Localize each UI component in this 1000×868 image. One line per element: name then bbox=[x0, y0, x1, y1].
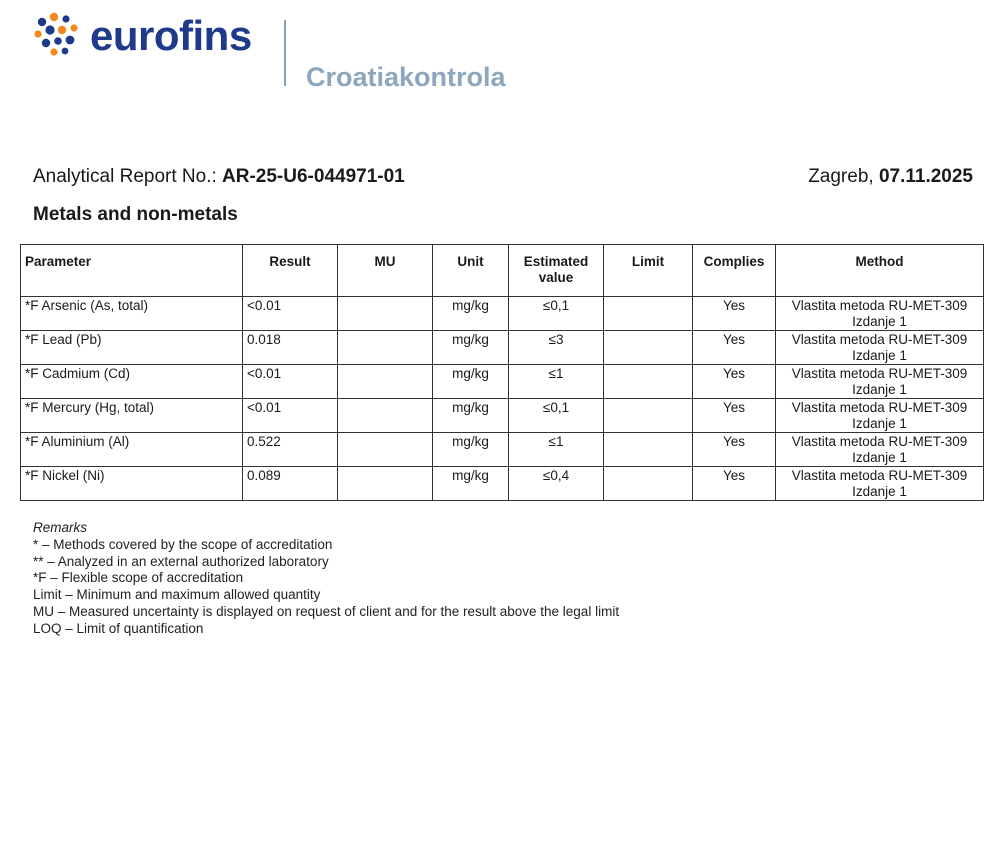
col-header-limit: Limit bbox=[604, 245, 693, 297]
cell-complies: Yes bbox=[693, 433, 776, 467]
cell-unit: mg/kg bbox=[433, 331, 509, 365]
cell-mu bbox=[338, 297, 433, 331]
cell-parameter: *F Nickel (Ni) bbox=[21, 467, 243, 501]
table-header-row bbox=[21, 245, 984, 297]
cell-estimated-value: ≤1 bbox=[509, 365, 604, 399]
report-date-block bbox=[808, 166, 973, 188]
cell-estimated-value: ≤1 bbox=[509, 433, 604, 467]
table-row bbox=[21, 433, 984, 467]
cell-complies: Yes bbox=[693, 297, 776, 331]
table-row bbox=[21, 365, 984, 399]
eurofins-dots-icon bbox=[32, 10, 82, 58]
cell-parameter: *F Arsenic (As, total) bbox=[21, 297, 243, 331]
col-header-unit: Unit bbox=[433, 245, 509, 297]
table-row bbox=[21, 467, 984, 501]
remarks-title: Remarks bbox=[33, 520, 88, 535]
brand-name: eurofins bbox=[90, 12, 252, 59]
method-edition: Izdanje 1 bbox=[852, 348, 907, 363]
cell-estimated-value: ≤0,1 bbox=[509, 399, 604, 433]
cell-method bbox=[776, 467, 984, 501]
remark-line: * – Methods covered by the scope of accreditation bbox=[33, 536, 333, 552]
method-edition: Izdanje 1 bbox=[852, 314, 907, 329]
table-row bbox=[21, 331, 984, 365]
cell-complies: Yes bbox=[693, 399, 776, 433]
remark-line: MU – Measured uncertainty is displayed on request of client and for the result above the legal limit bbox=[33, 603, 620, 619]
eurofins-logo bbox=[32, 8, 512, 98]
report-number-label: Analytical Report No.: bbox=[33, 166, 223, 187]
cell-complies: Yes bbox=[693, 331, 776, 365]
col-header-method: Method bbox=[776, 245, 984, 297]
cell-method bbox=[776, 399, 984, 433]
section-title: Metals and non-metals bbox=[33, 204, 238, 225]
method-edition: Izdanje 1 bbox=[852, 382, 907, 397]
table-row bbox=[21, 297, 984, 331]
cell-limit bbox=[604, 399, 693, 433]
cell-method bbox=[776, 365, 984, 399]
cell-estimated-value: ≤0,1 bbox=[509, 297, 604, 331]
cell-unit: mg/kg bbox=[433, 467, 509, 501]
cell-result: 0.522 bbox=[243, 433, 338, 467]
cell-method bbox=[776, 331, 984, 365]
cell-complies: Yes bbox=[693, 365, 776, 399]
cell-limit bbox=[604, 467, 693, 501]
method-name: Vlastita metoda RU-MET-309 bbox=[791, 434, 968, 449]
col-header-estimated-value: Estimated value bbox=[509, 245, 604, 297]
cell-mu bbox=[338, 331, 433, 365]
cell-result: <0.01 bbox=[243, 297, 338, 331]
method-edition: Izdanje 1 bbox=[852, 416, 907, 431]
cell-unit: mg/kg bbox=[433, 297, 509, 331]
cell-unit: mg/kg bbox=[433, 399, 509, 433]
report-date: 07.11.2025 bbox=[878, 166, 973, 187]
cell-parameter: *F Mercury (Hg, total) bbox=[21, 399, 243, 433]
remark-line: Limit – Minimum and maximum allowed quantity bbox=[33, 587, 321, 603]
logo-divider bbox=[284, 20, 286, 86]
cell-limit bbox=[604, 297, 693, 331]
division-name: Croatiakontrola bbox=[306, 62, 506, 92]
remark-line: ** – Analyzed in an external authorized laboratory bbox=[33, 553, 329, 569]
method-name: Vlastita metoda RU-MET-309 bbox=[791, 298, 968, 313]
cell-mu bbox=[338, 433, 433, 467]
cell-mu bbox=[338, 399, 433, 433]
results-table bbox=[20, 244, 984, 501]
cell-estimated-value: ≤0,4 bbox=[509, 467, 604, 501]
cell-result: 0.089 bbox=[243, 467, 338, 501]
method-name: Vlastita metoda RU-MET-309 bbox=[791, 400, 968, 415]
cell-result: <0.01 bbox=[243, 399, 338, 433]
cell-parameter: *F Cadmium (Cd) bbox=[21, 365, 243, 399]
cell-mu bbox=[338, 365, 433, 399]
cell-limit bbox=[604, 331, 693, 365]
cell-limit bbox=[604, 365, 693, 399]
cell-parameter: *F Lead (Pb) bbox=[21, 331, 243, 365]
cell-result: 0.018 bbox=[243, 331, 338, 365]
report-place: Zagreb, bbox=[808, 166, 879, 187]
cell-limit bbox=[604, 433, 693, 467]
method-name: Vlastita metoda RU-MET-309 bbox=[791, 366, 968, 381]
cell-result: <0.01 bbox=[243, 365, 338, 399]
col-header-parameter: Parameter bbox=[21, 245, 243, 297]
cell-unit: mg/kg bbox=[433, 365, 509, 399]
cell-unit: mg/kg bbox=[433, 433, 509, 467]
cell-complies: Yes bbox=[693, 467, 776, 501]
cell-mu bbox=[338, 467, 433, 501]
col-header-complies: Complies bbox=[693, 245, 776, 297]
cell-estimated-value: ≤3 bbox=[509, 331, 604, 365]
report-number: AR-25-U6-044971-01 bbox=[222, 166, 405, 187]
cell-parameter: *F Aluminium (Al) bbox=[21, 433, 243, 467]
report-number-block bbox=[33, 166, 405, 188]
remark-line: LOQ – Limit of quantification bbox=[33, 620, 204, 636]
col-header-mu: MU bbox=[338, 245, 433, 297]
col-header-result: Result bbox=[243, 245, 338, 297]
remarks-section bbox=[33, 520, 619, 638]
method-edition: Izdanje 1 bbox=[852, 450, 907, 465]
method-name: Vlastita metoda RU-MET-309 bbox=[791, 332, 968, 347]
table-row bbox=[21, 399, 984, 433]
cell-method bbox=[776, 297, 984, 331]
method-name: Vlastita metoda RU-MET-309 bbox=[791, 468, 968, 483]
cell-method bbox=[776, 433, 984, 467]
remark-line: *F – Flexible scope of accreditation bbox=[33, 570, 244, 586]
method-edition: Izdanje 1 bbox=[852, 484, 907, 499]
